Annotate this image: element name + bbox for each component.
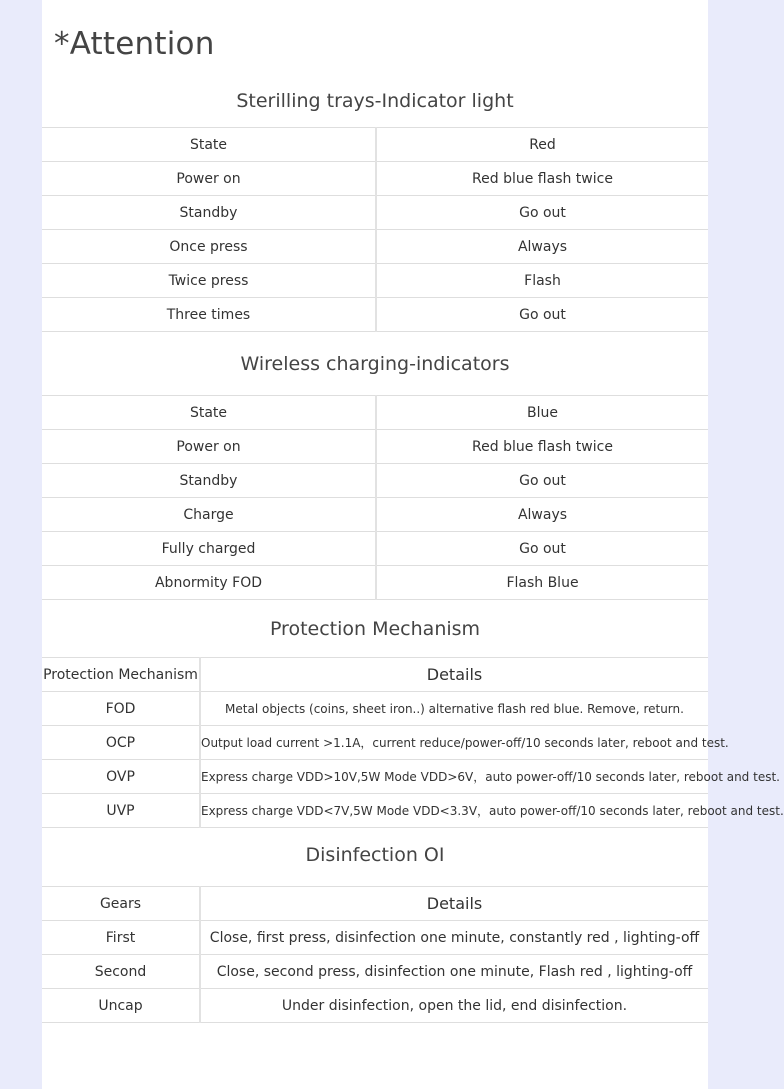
- table-cell: OCP: [42, 726, 200, 760]
- table-cell: Three times: [42, 298, 376, 332]
- sterilizing-table: [42, 127, 708, 332]
- table-cell: Red: [376, 128, 708, 162]
- disinfection-table: [42, 886, 708, 1023]
- table-cell: UVP: [42, 794, 200, 828]
- table-cell: Go out: [376, 532, 708, 566]
- table-cell: Fully charged: [42, 532, 376, 566]
- table-cell: Details: [200, 887, 708, 921]
- table-header-row: [42, 658, 708, 692]
- table-cell: FOD: [42, 692, 200, 726]
- table-header-row: [42, 887, 708, 921]
- table-cell: Close, first press, disinfection one minute, constantly red , lighting-off: [200, 921, 708, 955]
- table-cell: Second: [42, 955, 200, 989]
- table-cell: Always: [376, 230, 708, 264]
- section-title-wireless: Wireless charging-indicators: [240, 353, 510, 375]
- table-cell: Flash Blue: [376, 566, 708, 600]
- table-cell: Go out: [376, 196, 708, 230]
- protection-table: [42, 657, 784, 828]
- table-cell: Express charge VDD<7V,5W Mode VDD<3.3V，auto power-off/10 seconds later, reboot and test.: [200, 794, 708, 828]
- table-cell: Go out: [376, 464, 708, 498]
- table-cell: Under disinfection, open the lid, end disinfection.: [200, 989, 708, 1023]
- table-row: [42, 298, 708, 332]
- section-title-protection: Protection Mechanism: [269, 618, 481, 640]
- table-cell: Abnormity FOD: [42, 566, 376, 600]
- table-cell: Uncap: [42, 989, 200, 1023]
- table-cell: Protection Mechanism: [42, 658, 200, 692]
- wireless-table: [42, 395, 708, 600]
- table-cell: Details: [200, 658, 708, 692]
- table-cell: OVP: [42, 760, 200, 794]
- table-header-row: [42, 396, 708, 430]
- table-row: [42, 726, 708, 760]
- section-title-sterilizing: Sterilling trays-Indicator light: [236, 90, 514, 112]
- table-row: [42, 760, 708, 794]
- table-row: [42, 162, 708, 196]
- table-cell: Go out: [376, 298, 708, 332]
- table-cell: Output load current >1.1A，current reduce/power-off/10 seconds later, reboot and test.: [200, 726, 708, 760]
- table-cell: Blue: [376, 396, 708, 430]
- table-cell: Express charge VDD>10V,5W Mode VDD>6V，auto power-off/10 seconds later, reboot and test.: [200, 760, 708, 794]
- table-row: [42, 464, 708, 498]
- table-row: [42, 692, 708, 726]
- table-row: [42, 566, 708, 600]
- table-cell: State: [42, 396, 376, 430]
- table-cell: Standby: [42, 464, 376, 498]
- table-cell: Once press: [42, 230, 376, 264]
- table-cell: Standby: [42, 196, 376, 230]
- table-row: [42, 532, 708, 566]
- content-page: [42, 0, 784, 1089]
- table-row: [42, 230, 708, 264]
- table-row: [42, 955, 708, 989]
- table-row: [42, 264, 708, 298]
- table-cell: Metal objects (coins, sheet iron..) alternative flash red blue. Remove, return.: [200, 692, 708, 726]
- table-row: [42, 921, 708, 955]
- section-title-disinfection: Disinfection OI: [305, 844, 445, 866]
- table-cell: Charge: [42, 498, 376, 532]
- table-header-row: [42, 128, 708, 162]
- table-cell: Gears: [42, 887, 200, 921]
- table-cell: Always: [376, 498, 708, 532]
- page-title: *Attention: [54, 26, 215, 62]
- table-cell: Flash: [376, 264, 708, 298]
- table-row: [42, 196, 708, 230]
- table-row: [42, 989, 708, 1023]
- table-cell: Red blue flash twice: [376, 162, 708, 196]
- table-cell: Red blue flash twice: [376, 430, 708, 464]
- table-cell: Close, second press, disinfection one minute, Flash red , lighting-off: [200, 955, 708, 989]
- table-cell: Power on: [42, 430, 376, 464]
- table-cell: Power on: [42, 162, 376, 196]
- table-cell: Twice press: [42, 264, 376, 298]
- table-row: [42, 498, 708, 532]
- table-cell: State: [42, 128, 376, 162]
- table-row: [42, 794, 708, 828]
- table-row: [42, 430, 708, 464]
- table-cell: First: [42, 921, 200, 955]
